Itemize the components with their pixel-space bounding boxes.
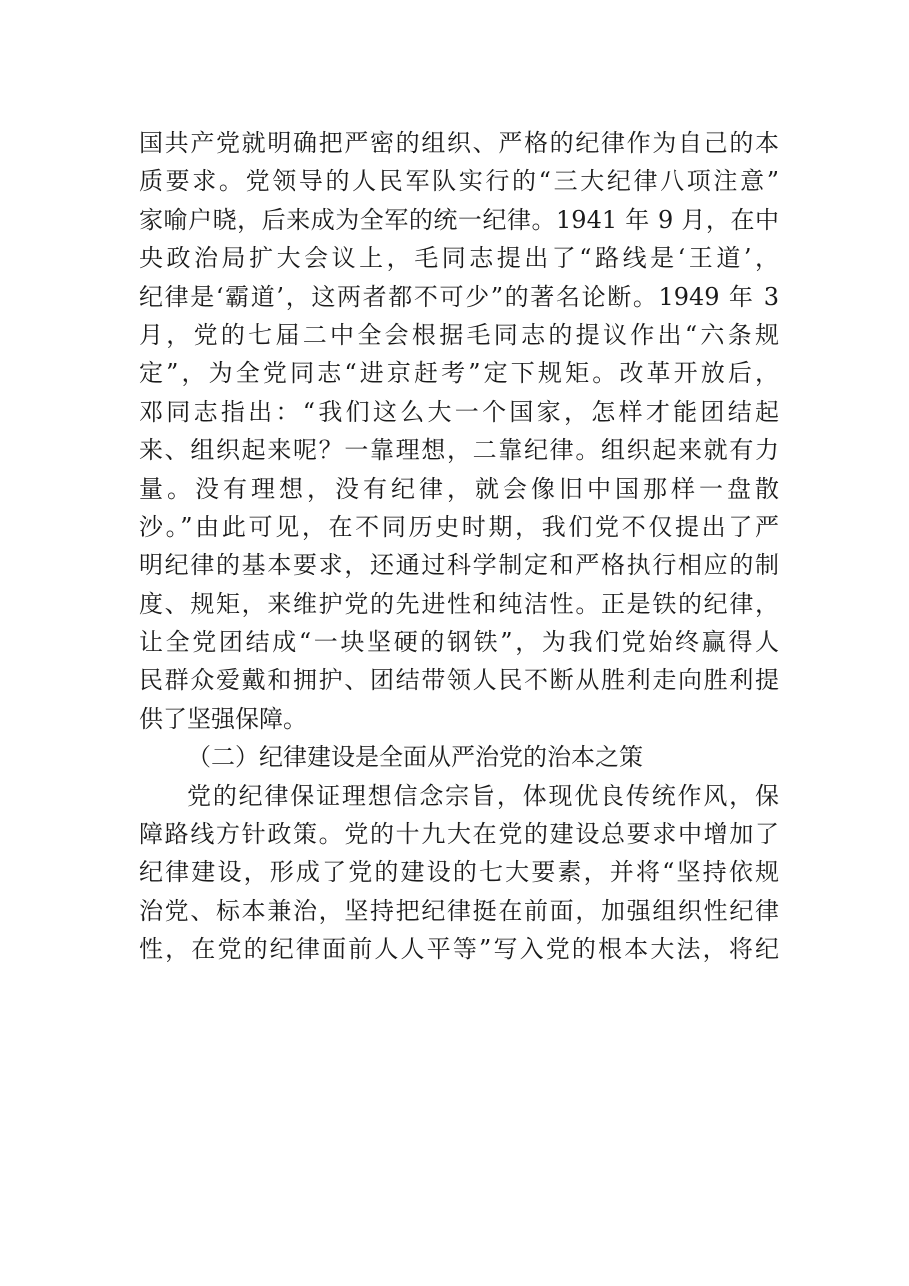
paragraph-1-line: 来、组织起来呢？一靠理想，二靠纪律。组织起来就有力 (139, 436, 779, 465)
paragraph-1-line: 度、规矩，来维护党的先进性和纯洁性。正是铁的纪律， (139, 589, 779, 618)
paragraph-2-line: 纪律建设，形成了党的建设的七大要素，并将“坚持依规 (139, 858, 779, 887)
paragraph-1-line: 纪律是‘霸道’，这两者都不可少”的著名论断。1949 年 3 (139, 282, 779, 311)
paragraph-1-line: 让全党团结成“一块坚硬的钢铁”，为我们党始终赢得人 (139, 628, 779, 657)
paragraph-1-line: 家喻户晓，后来成为全军的统一纪律。1941 年 9 月，在中 (139, 205, 779, 234)
paragraph-2-line: 性，在党的纪律面前人人平等”写入党的根本大法，将纪 (139, 935, 779, 964)
paragraph-1-line: 量。没有理想，没有纪律，就会像旧中国那样一盘散 (139, 474, 779, 503)
paragraph-1-line: 央政治局扩大会议上，毛同志提出了“路线是‘王道’， (139, 244, 779, 273)
paragraph-2-line: 党的纪律保证理想信念宗旨，体现优良传统作风，保 (187, 781, 779, 810)
paragraph-1-line: 月，党的七届二中全会根据毛同志的提议作出“六条规 (139, 320, 779, 349)
paragraph-1-line: 沙。”由此可见，在不同历史时期，我们党不仅提出了严 (139, 512, 779, 541)
paragraph-1-line: 明纪律的基本要求，还通过科学制定和严格执行相应的制 (139, 551, 779, 580)
paragraph-1-line: 质要求。党领导的人民军队实行的“三大纪律八项注意” (139, 167, 779, 196)
paragraph-1-line: 定”，为全党同志“进京赶考”定下规矩。改革开放后， (139, 359, 779, 388)
paragraph-1-line: 国共产党就明确把严密的组织、严格的纪律作为自己的本 (139, 129, 779, 157)
paragraph-2-line: 治党、标本兼治，坚持把纪律挺在前面，加强组织性纪律 (139, 896, 779, 925)
paragraph-1-line: 民群众爱戴和拥护、团结带领人民不断从胜利走向胜利提 (139, 666, 779, 695)
document-body (139, 124, 779, 969)
paragraph-1-line: 邓同志指出：“我们这么大一个国家，怎样才能团结起 (139, 397, 779, 426)
paragraph-2-line: 障路线方针政策。党的十九大在党的建设总要求中增加了 (139, 820, 779, 849)
paragraph-1-line: 供了坚强保障。 (139, 704, 307, 733)
section-heading: （二）纪律建设是全面从严治党的治本之策 (187, 743, 643, 772)
